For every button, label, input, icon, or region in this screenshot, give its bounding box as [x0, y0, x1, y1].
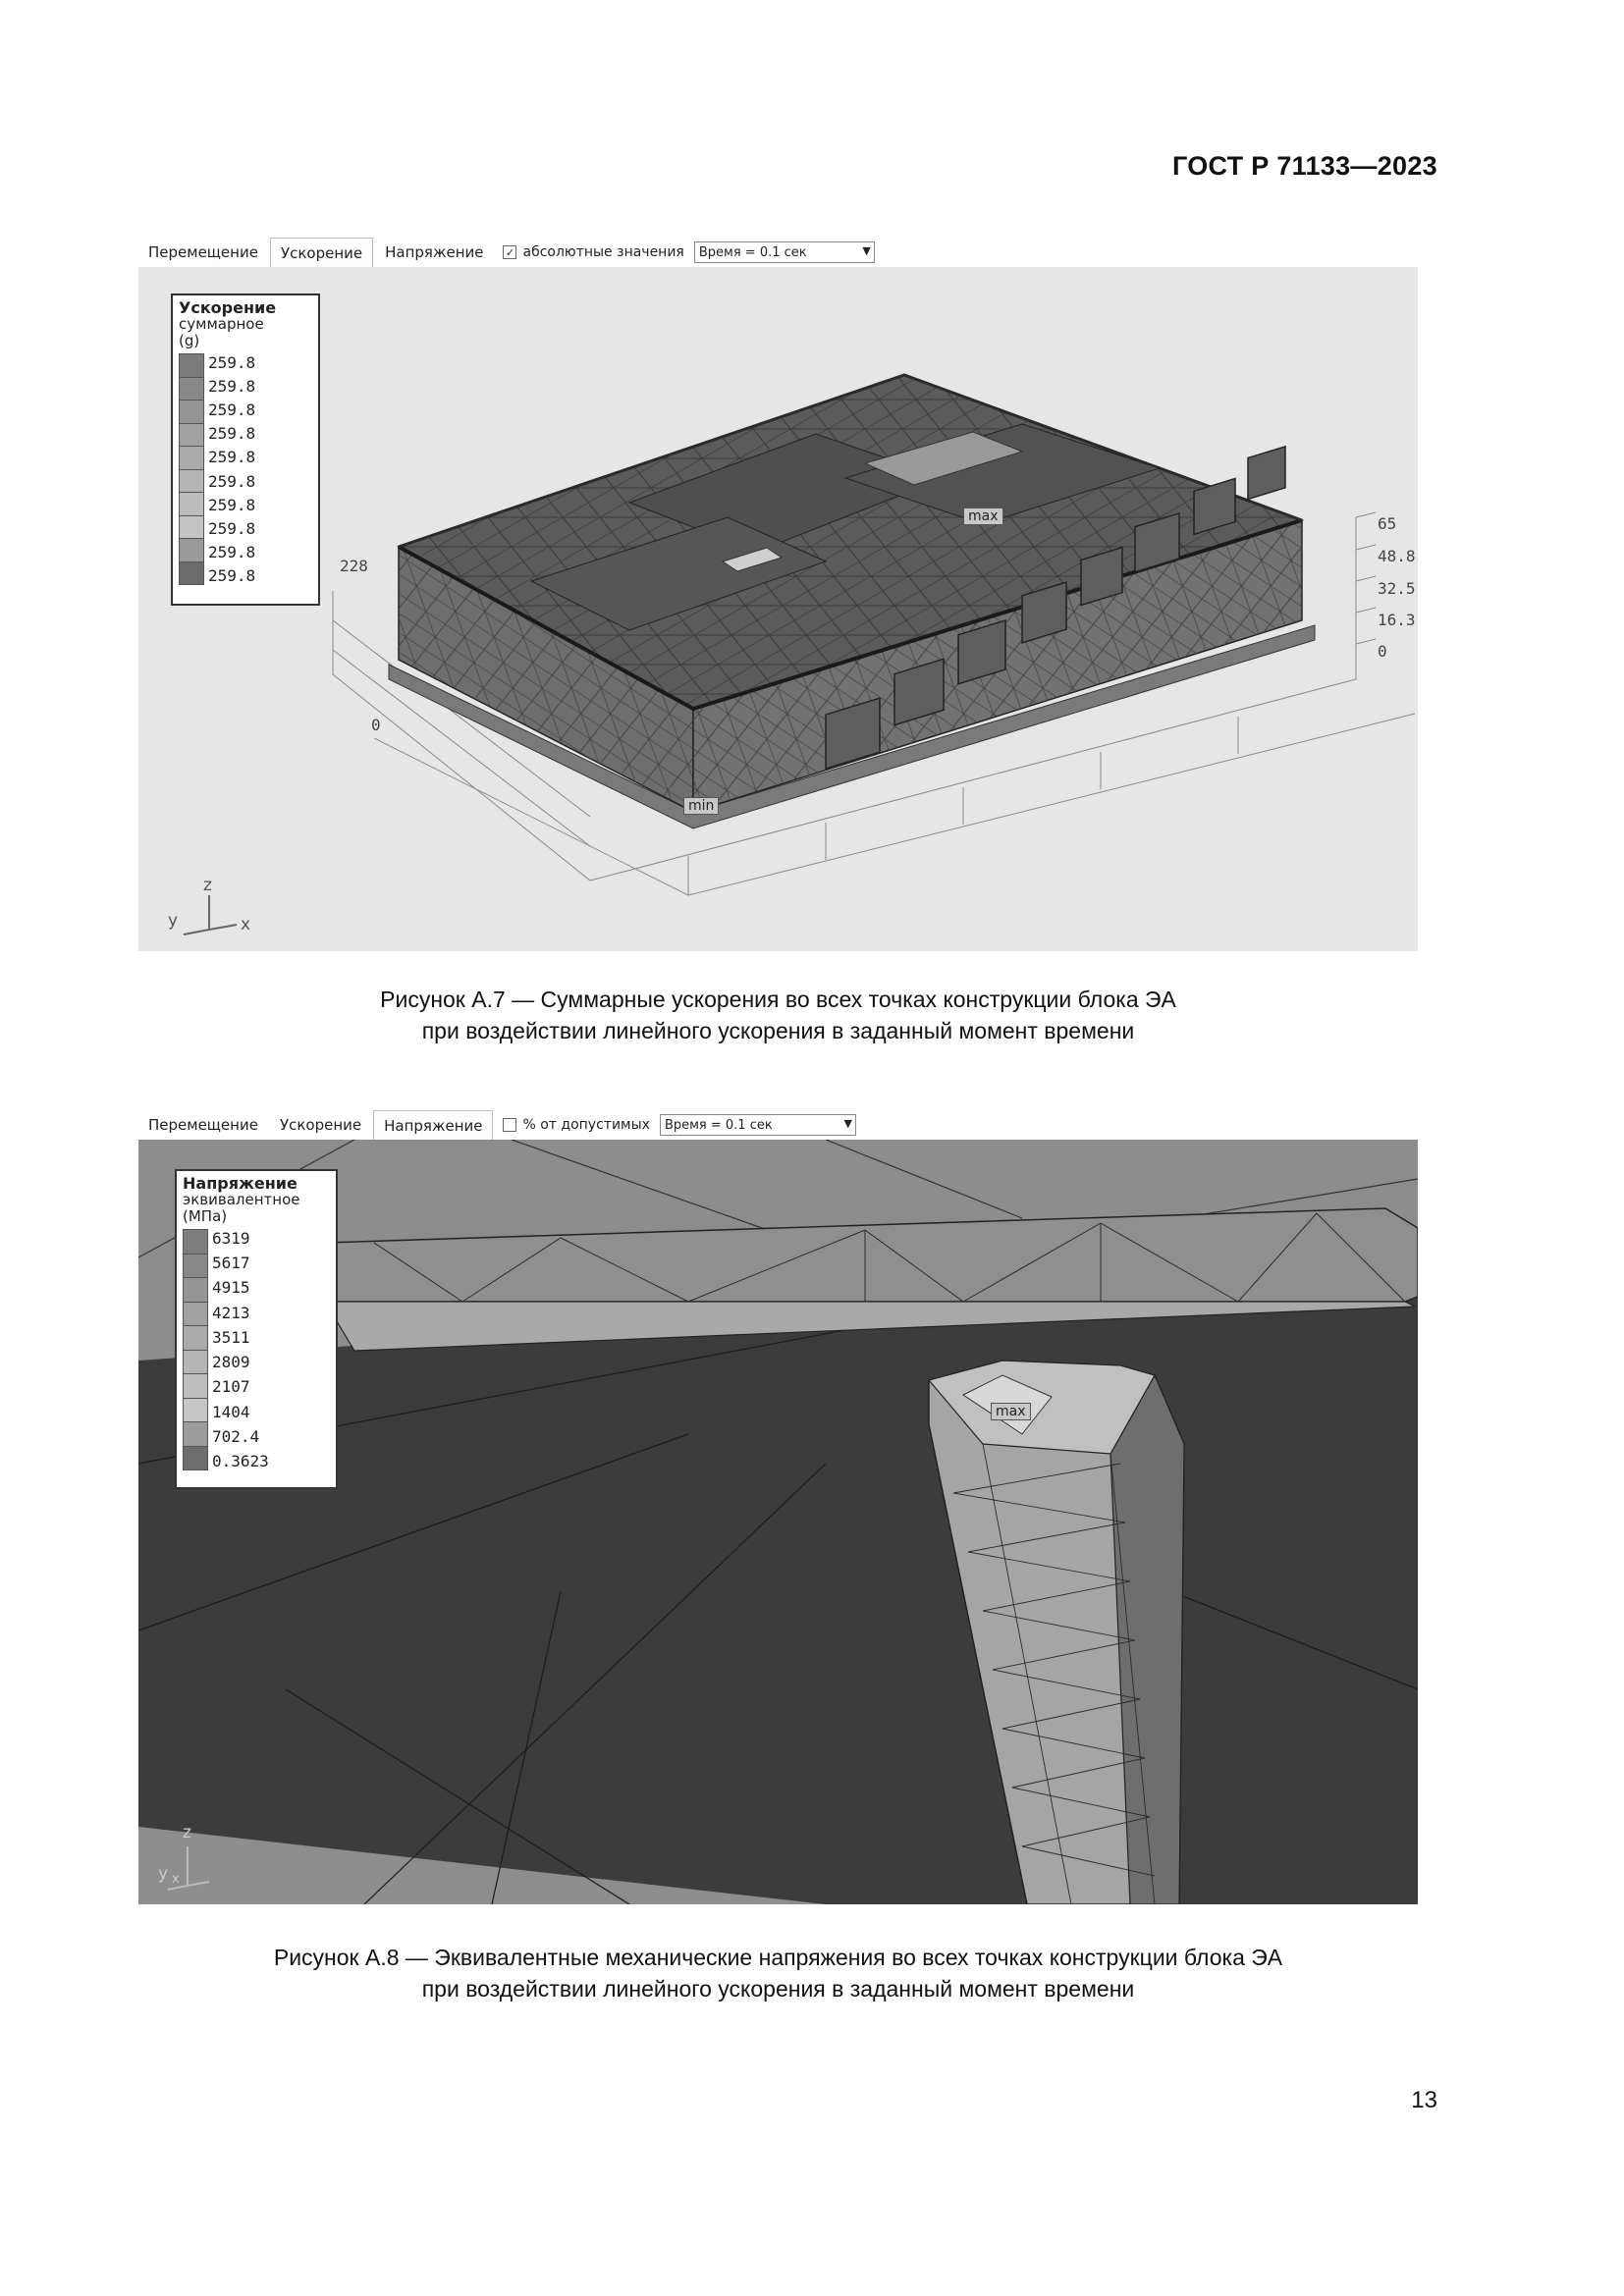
legend-value: 1404	[212, 1402, 250, 1421]
legend-scale	[183, 1229, 330, 1470]
absolute-values-label: абсолютные значения	[522, 244, 684, 260]
legend-value: 259.8	[208, 424, 256, 444]
legend-value: 4915	[212, 1278, 250, 1298]
axis-x-label: x	[241, 915, 251, 934]
tab-acceleration[interactable]: Ускорение	[279, 1116, 362, 1134]
percent-allowed-checkbox[interactable]	[503, 1118, 516, 1132]
max-marker: max	[963, 507, 1003, 525]
tab-acceleration[interactable]: Ускорение	[270, 238, 373, 268]
legend-value: 259.8	[208, 353, 256, 372]
caption-line: Рисунок А.8 — Эквивалентные механические напряжения во всех точках конструкции блока ЭА	[273, 1945, 1283, 1970]
axis-y-label: y	[158, 1864, 169, 1884]
axis-tick-label: 228	[340, 557, 368, 575]
legend-value: 259.8	[208, 542, 256, 561]
axis-tick-label: 48.8	[1378, 547, 1416, 565]
axis-z-label: z	[203, 876, 212, 895]
legend-value: 259.8	[208, 377, 256, 397]
legend-value: 259.8	[208, 448, 256, 467]
chevron-down-icon: ▼	[862, 244, 871, 257]
legend-color-bar	[183, 1229, 208, 1470]
caption-line: при воздействии линейного ускорения в заданный момент времени	[421, 1018, 1135, 1043]
time-select-value: Время = 0.1 сек	[664, 1117, 773, 1133]
figure-a8-toolbar	[138, 1109, 1415, 1141]
legend-value: 2809	[212, 1353, 250, 1372]
legend-value: 259.8	[208, 495, 256, 514]
legend-value: 0.3623	[212, 1451, 269, 1470]
legend-value: 259.8	[208, 518, 256, 538]
axis-y-label: y	[168, 911, 179, 931]
page-number: 13	[1411, 2087, 1437, 2113]
legend-value: 2107	[212, 1377, 250, 1397]
figure-a8-viewport[interactable]	[138, 1140, 1418, 1904]
legend-value: 6319	[212, 1229, 250, 1248]
acceleration-legend	[171, 294, 320, 606]
figure-a7-caption	[138, 984, 1418, 1046]
legend-color-bar	[179, 353, 204, 585]
legend-title: Напряжение	[183, 1174, 298, 1193]
caption-line: при воздействии линейного ускорения в заданный момент времени	[421, 1976, 1135, 2002]
axis-triad	[166, 876, 254, 944]
axis-tick-label: 0	[1378, 642, 1387, 661]
figure-a8-caption	[138, 1942, 1418, 2004]
axis-tick-label: 16.3	[1378, 611, 1416, 629]
axis-triad	[158, 1817, 217, 1896]
figure-a7-viewport[interactable]	[138, 267, 1418, 951]
legend-value: 259.8	[208, 471, 256, 491]
legend-value: 259.8	[208, 400, 256, 420]
time-select[interactable]	[694, 241, 875, 263]
tab-displacement[interactable]: Перемещение	[148, 243, 258, 261]
axis-x-label: x	[172, 1872, 180, 1887]
tab-stress[interactable]: Напряжение	[373, 1110, 493, 1141]
legend-unit: (g)	[179, 332, 200, 349]
legend-value: 3511	[212, 1327, 250, 1347]
document-number: ГОСТ Р 71133—2023	[1171, 151, 1437, 181]
tab-displacement[interactable]: Перемещение	[148, 1116, 258, 1134]
legend-unit: (МПа)	[183, 1207, 228, 1225]
min-marker: min	[683, 797, 719, 815]
legend-value: 259.8	[208, 565, 256, 585]
percent-allowed-label: % от допустимых	[522, 1117, 650, 1133]
figure-a7-model	[138, 267, 1418, 951]
absolute-values-checkbox[interactable]: ✓	[503, 245, 516, 259]
legend-values	[208, 353, 255, 585]
stress-legend	[175, 1169, 338, 1489]
axis-tick-label: 65	[1378, 514, 1397, 533]
axis-z-label: z	[183, 1823, 191, 1842]
chevron-down-icon: ▼	[843, 1117, 852, 1130]
legend-title: Ускорение	[179, 298, 277, 317]
figure-a7-toolbar	[138, 237, 1415, 268]
time-select-value: Время = 0.1 сек	[698, 244, 807, 260]
axis-tick-label: 0	[371, 716, 381, 734]
max-marker: max	[991, 1403, 1031, 1420]
axis-tick-label: 32.5	[1378, 579, 1416, 598]
legend-value: 5617	[212, 1254, 250, 1273]
legend-subtitle: эквивалентное	[183, 1191, 300, 1208]
caption-line: Рисунок А.7 — Суммарные ускорения во всех точках конструкции блока ЭА	[380, 987, 1176, 1012]
legend-subtitle: суммарное	[179, 315, 264, 333]
legend-values	[212, 1229, 269, 1470]
tab-stress[interactable]: Напряжение	[385, 243, 484, 261]
legend-value: 702.4	[212, 1426, 260, 1446]
time-select[interactable]	[660, 1114, 856, 1136]
legend-value: 4213	[212, 1303, 250, 1322]
legend-scale	[179, 353, 312, 585]
